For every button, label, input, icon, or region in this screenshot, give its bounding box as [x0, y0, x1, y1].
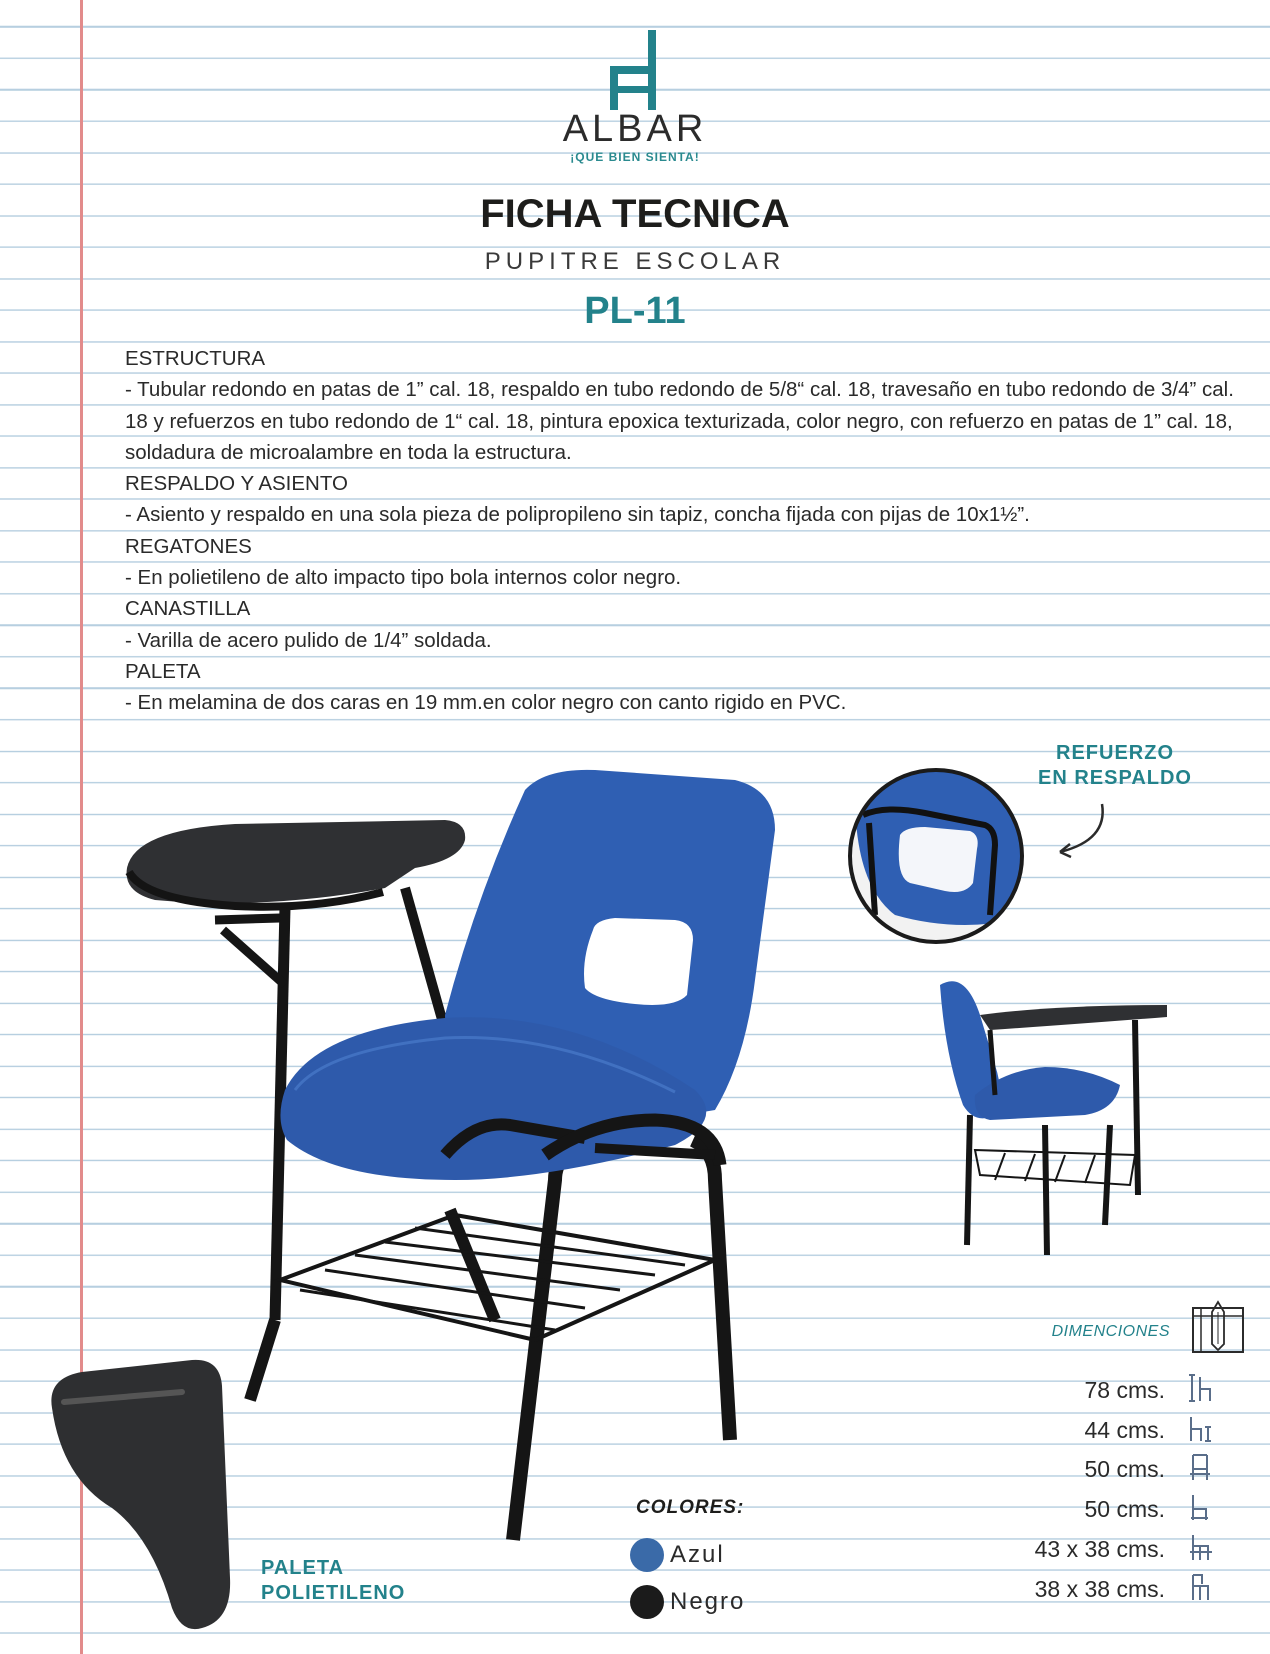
colors-title: COLORES:: [636, 1497, 745, 1518]
spec-heading: RESPALDO Y ASIENTO: [125, 472, 348, 496]
paleta-callout: [261, 1556, 405, 1606]
paleta-tablet-illustration: [42, 1358, 237, 1638]
height-total-icon: [1188, 1373, 1214, 1403]
color-option: [630, 1585, 745, 1619]
depth-icon: [1188, 1492, 1214, 1522]
seat-height-icon: [1188, 1413, 1214, 1443]
callout-line: PALETA: [261, 1557, 345, 1579]
spec-heading: ESTRUCTURA: [125, 347, 266, 370]
width-icon: [1188, 1452, 1214, 1482]
dimensions-title: DIMENCIONES: [1051, 1323, 1170, 1340]
callout-line: REFUERZO: [1056, 742, 1174, 764]
reinforcement-callout: [1010, 741, 1220, 791]
dimension-value: 50 cms.: [1084, 1496, 1165, 1522]
page-subtitle: PUPITRE ESCOLAR: [484, 248, 786, 275]
backrest-reinforcement-detail: [845, 765, 1027, 947]
model-code: PL-11: [584, 290, 686, 332]
albar-chair-logo-icon: [608, 30, 666, 110]
seat-size-icon: [1188, 1532, 1214, 1562]
dimension-value: 38 x 38 cms.: [1034, 1576, 1165, 1602]
spec-text: - En polietileno de alto impacto tipo bola internos color negro.: [125, 566, 682, 590]
color-swatch-black: [630, 1585, 664, 1619]
spec-heading: REGATONES: [125, 534, 252, 558]
brand-slogan: ¡QUE BIEN SIENTA!: [570, 150, 700, 164]
spec-list: [125, 343, 1250, 719]
spec-heading: CANASTILLA: [125, 597, 251, 621]
color-name: Negro: [670, 1588, 746, 1615]
color-swatch-blue: [630, 1538, 664, 1572]
spec-text: - Asiento y respaldo en una sola pieza de polipropileno sin tapiz, concha fijada con pijas de 10x1½”.: [125, 503, 1030, 527]
dimension-value: 78 cms.: [1084, 1377, 1165, 1403]
curved-arrow-icon: [1052, 800, 1112, 860]
callout-line: EN RESPALDO: [1038, 767, 1192, 789]
spec-text: - Varilla de acero pulido de 1/4” soldada.: [125, 628, 492, 652]
color-name: Azul: [670, 1541, 725, 1568]
spec-text: - Tubular redondo en patas de 1” cal. 18, respaldo en tubo redondo de 5/8“ cal. 18, travesaño en tubo redondo de 3/4” cal. 18 y refuerzos en tubo redondo de 1“ cal. 18, pintura epoxica texturizada, color negro, con refuerzo en patas de 1” cal. 18, soldadura de microalambre en toda la estructura.: [125, 378, 1234, 464]
dimension-value: 44 cms.: [1084, 1417, 1165, 1443]
chair-side-view-illustration: [935, 975, 1175, 1260]
page-title: FICHA TECNICA: [480, 192, 790, 236]
spec-heading: PALETA: [125, 659, 201, 683]
callout-line: POLIETILENO: [261, 1582, 406, 1604]
dimension-value: 50 cms.: [1084, 1456, 1165, 1482]
ruler-chair-dimensions-icon: [1190, 1300, 1246, 1356]
color-option: [630, 1538, 725, 1572]
backrest-size-icon: [1188, 1572, 1214, 1602]
dimension-value: 43 x 38 cms.: [1034, 1536, 1165, 1562]
spec-text: - En melamina de dos caras en 19 mm.en color negro con canto rigido en PVC.: [125, 691, 847, 715]
brand-name: ALBAR: [562, 108, 708, 150]
